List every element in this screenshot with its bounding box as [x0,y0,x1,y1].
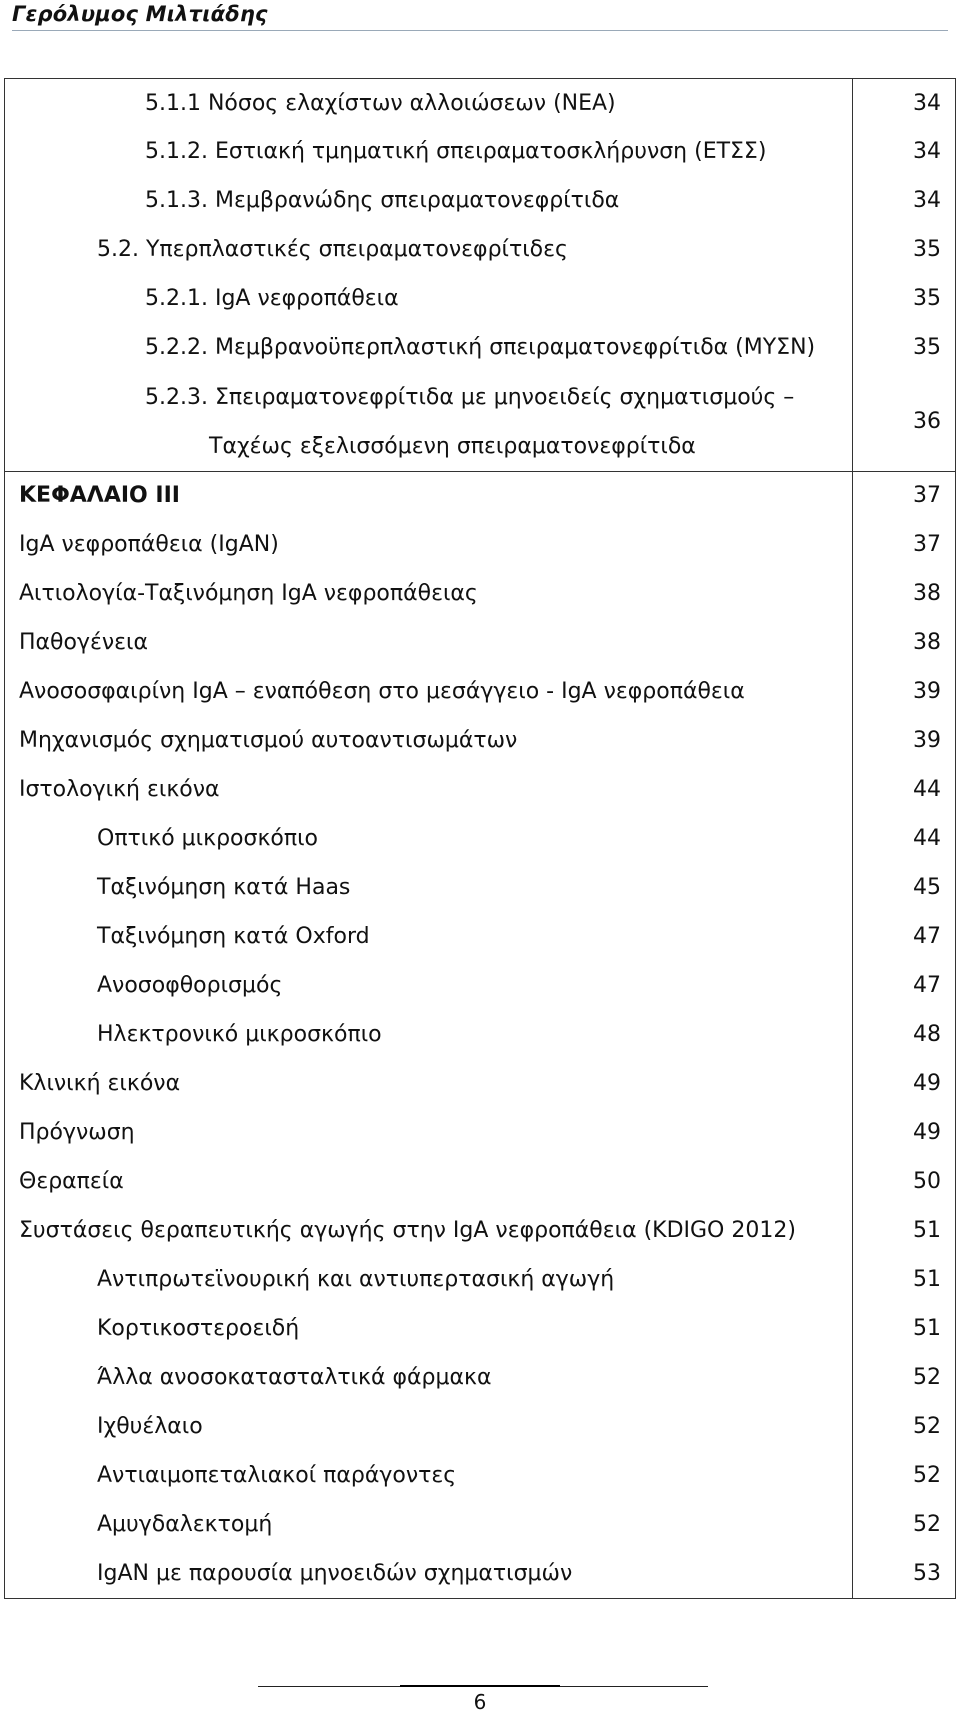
toc-entry-page: 52 [853,1353,956,1402]
toc-entry-page: 38 [853,618,956,667]
page-number: 6 [473,1690,487,1714]
toc-row [5,1206,956,1255]
toc-entry-page: 52 [853,1402,956,1451]
toc-entry-page: 47 [853,961,956,1010]
toc-entry-page: 34 [853,177,956,226]
toc-row [5,863,956,912]
toc-entry-title: ΚΕΦΑΛΑΙΟ III [5,471,853,520]
toc-row [5,79,956,128]
toc-row [5,177,956,226]
toc-entry-title [5,373,853,472]
toc-entry-title: Οπτικό μικροσκόπιο [5,814,853,863]
toc-entry-title: 5.2.2. Μεμβρανοϋπερπλαστική σπειραματονεφρίτιδα (ΜΥΣΝ) [5,324,853,373]
toc-entry-page: 39 [853,667,956,716]
toc-entry-title: 5.1.2. Εστιακή τμηματική σπειραματοσκλήρυνση (ΕΤΣΣ) [5,128,853,177]
toc-row [5,1451,956,1500]
toc-entry-title: Ανοσοφθορισμός [5,961,853,1010]
toc-row [5,226,956,275]
toc-entry-title: Ιχθυέλαιο [5,1402,853,1451]
toc-entry-title: 5.1.3. Μεμβρανώδης σπειραματονεφρίτιδα [5,177,853,226]
toc-row [5,618,956,667]
toc-entry-title: Μηχανισμός σχηματισμού αυτοαντισωμάτων [5,716,853,765]
toc-entry-title: Ιστολογική εικόνα [5,765,853,814]
header-rule [12,30,948,31]
toc-row [5,1549,956,1598]
toc-row [5,1353,956,1402]
table-of-contents [4,78,956,1599]
toc-row [5,1304,956,1353]
footer-rule-accent [400,1685,560,1687]
toc-entry-page: 37 [853,471,956,520]
toc-row [5,373,956,472]
toc-entry-page: 34 [853,128,956,177]
toc-entry-page: 51 [853,1255,956,1304]
toc-row [5,667,956,716]
toc-entry-page: 38 [853,569,956,618]
toc-entry-page: 35 [853,275,956,324]
toc-row [5,716,956,765]
toc-row [5,324,956,373]
toc-row [5,1500,956,1549]
toc-row [5,1402,956,1451]
toc-row [5,1255,956,1304]
toc-entry-page: 35 [853,226,956,275]
toc-entry-title: Ταξινόμηση κατά Haas [5,863,853,912]
toc-entry-page: 39 [853,716,956,765]
toc-entry-title: Θεραπεία [5,1157,853,1206]
toc-entry-page: 34 [853,79,956,128]
toc-row [5,275,956,324]
toc-entry-title-line1: 5.2.3. Σπειραματονεφρίτιδα με μηνοειδείς σχηματισμούς – [145,384,795,410]
toc-entry-page: 51 [853,1206,956,1255]
toc-entry-title: Αιτιολογία-Ταξινόμηση IgA νεφροπάθειας [5,569,853,618]
toc-entry-title: Συστάσεις θεραπευτικής αγωγής στην IgA νεφροπάθεια (KDIGO 2012) [5,1206,853,1255]
toc-entry-title: 5.1.1 Νόσος ελαχίστων αλλοιώσεων (ΝΕΑ) [5,79,853,128]
toc-row [5,128,956,177]
toc-entry-page: 36 [853,373,956,472]
toc-entry-title: IgA νεφροπάθεια (IgAN) [5,520,853,569]
toc-entry-page: 44 [853,814,956,863]
toc-entry-page: 52 [853,1500,956,1549]
toc-entry-title: Αντιαιμοπεταλιακοί παράγοντες [5,1451,853,1500]
toc-entry-page: 49 [853,1108,956,1157]
toc-entry-title: Ηλεκτρονικό μικροσκόπιο [5,1010,853,1059]
toc-row [5,765,956,814]
toc-entry-title: IgAN με παρουσία μηνοειδών σχηματισμών [5,1549,853,1598]
toc-entry-page: 37 [853,520,956,569]
toc-row [5,1059,956,1108]
toc-row [5,1010,956,1059]
toc-entry-title: Κορτικοστεροειδή [5,1304,853,1353]
toc-row [5,471,956,520]
toc-row [5,569,956,618]
toc-entry-title: Ταξινόμηση κατά Oxford [5,912,853,961]
header-author: Γερόλυμος Μιλτιάδης [12,2,268,26]
toc-row [5,912,956,961]
toc-row [5,520,956,569]
toc-entry-title: Αντιπρωτεϊνουρική και αντιυπερτασική αγωγή [5,1255,853,1304]
toc-entry-page: 52 [853,1451,956,1500]
toc-entry-title: Άλλα ανοσοκατασταλτικά φάρμακα [5,1353,853,1402]
toc-entry-page: 50 [853,1157,956,1206]
toc-entry-page: 35 [853,324,956,373]
toc-entry-page: 45 [853,863,956,912]
toc-entry-title: Αμυγδαλεκτομή [5,1500,853,1549]
toc-entry-page: 48 [853,1010,956,1059]
toc-row [5,814,956,863]
toc-entry-title: Παθογένεια [5,618,853,667]
toc-entry-title: 5.2. Υπερπλαστικές σπειραματονεφρίτιδες [5,226,853,275]
toc-entry-title: 5.2.1. IgA νεφροπάθεια [5,275,853,324]
toc-entry-title: Κλινική εικόνα [5,1059,853,1108]
toc-entry-title: Πρόγνωση [5,1108,853,1157]
toc-row [5,1108,956,1157]
toc-entry-title: Ανοσοσφαιρίνη IgA – εναπόθεση στο μεσάγγειο - IgA νεφροπάθεια [5,667,853,716]
toc-row [5,961,956,1010]
toc-entry-page: 44 [853,765,956,814]
toc-entry-page: 53 [853,1549,956,1598]
toc-row [5,1157,956,1206]
toc-entry-title-line2: Ταχέως εξελισσόμενη σπειραματονεφρίτιδα [209,433,696,459]
toc-entry-page: 49 [853,1059,956,1108]
toc-entry-page: 47 [853,912,956,961]
toc-entry-page: 51 [853,1304,956,1353]
